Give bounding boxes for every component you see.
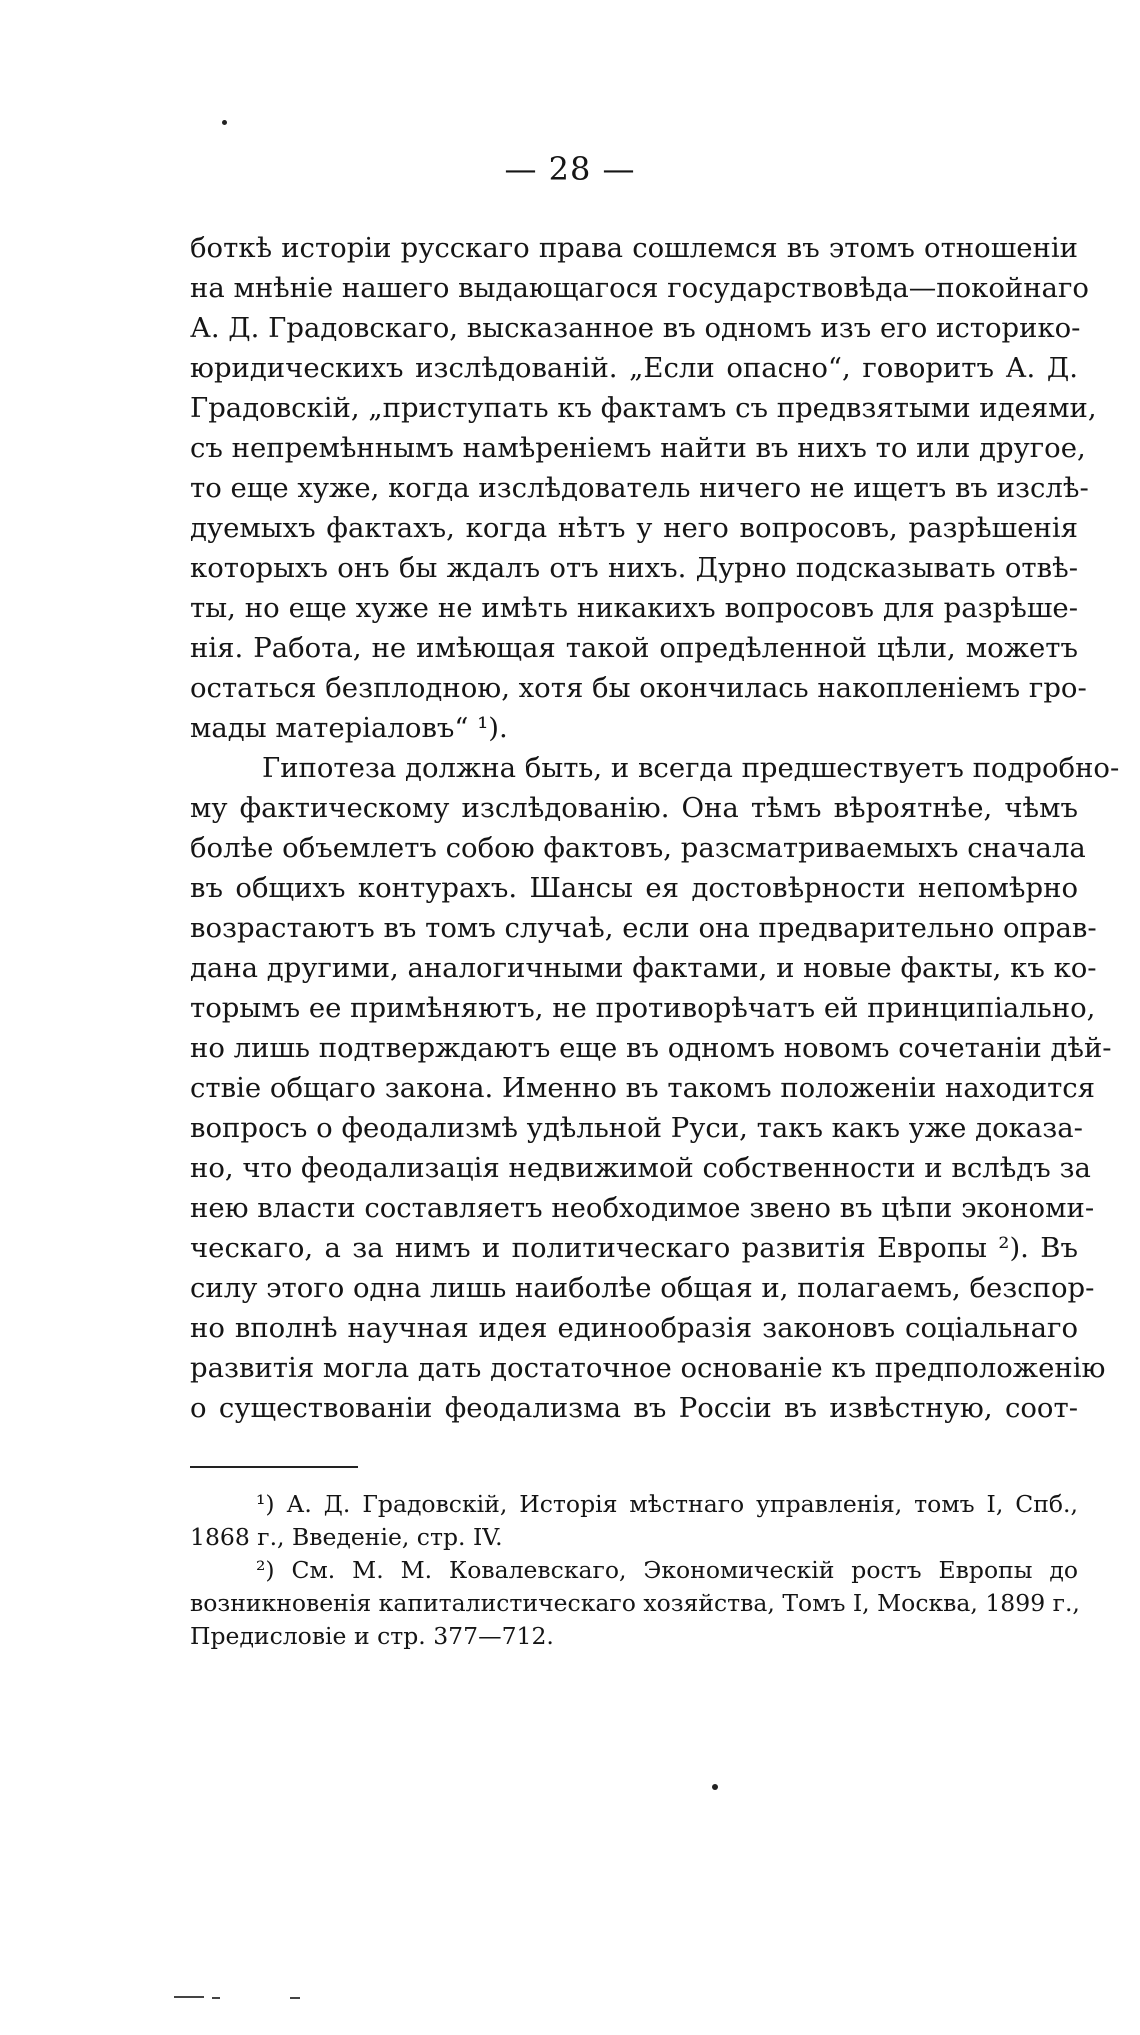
scan-mark-bottom-left	[174, 1996, 204, 1998]
text-line: на мнѣніе нашего выдающагося государствовѣда—покойнаго	[190, 272, 1089, 304]
text-line: ческаго, а за нимъ и политическаго развитія Европы ²). Въ	[190, 1232, 1078, 1264]
footnote-2-line: возникновенія капиталистическаго хозяйства, Томъ I, Москва, 1899 г.,	[190, 1589, 1080, 1617]
text-line: Градовскій, „приступать къ фактамъ съ предвзятыми идеями,	[190, 392, 1097, 424]
text-line: возрастаютъ въ томъ случаѣ, если она предварительно оправ-	[190, 912, 1097, 944]
text-line: которыхъ онъ бы ждалъ отъ нихъ. Дурно подсказывать отвѣ-	[190, 552, 1078, 584]
main-text	[190, 228, 1120, 1428]
footnotes	[190, 1488, 1078, 1653]
text-line: мады матеріаловъ“ ¹).	[190, 712, 508, 744]
text-line: ствіе общаго закона. Именно въ такомъ положеніи находится	[190, 1072, 1096, 1104]
text-line: боткѣ исторіи русскаго права сошлемся въ этомъ отношеніи	[190, 232, 1078, 264]
text-line: дана другими, аналогичными фактами, и новые факты, къ ко-	[190, 952, 1097, 984]
text-line: болѣе объемлетъ собою фактовъ, разсматриваемыхъ сначала	[190, 832, 1086, 864]
text-line: А. Д. Градовскаго, высказанное въ одномъ изъ его историко-	[190, 312, 1081, 344]
text-line: нія. Работа, не имѣющая такой опредѣленной цѣли, можетъ	[190, 632, 1078, 664]
scan-mark-bottom-left-3	[290, 1997, 300, 1999]
text-line: нею власти составляетъ необходимое звено въ цѣпи экономи-	[190, 1192, 1095, 1224]
text-line: но вполнѣ научная идея единообразія законовъ соціальнаго	[190, 1312, 1078, 1344]
footnote-1-line: 1868 г., Введеніе, стр. IV.	[190, 1523, 503, 1551]
text-line: съ непремѣннымъ намѣреніемъ найти въ нихъ то или другое,	[190, 432, 1086, 464]
text-line: остаться безплодною, хотя бы окончилась накопленіемъ гро-	[190, 672, 1087, 704]
footnote-1-line: ¹) А. Д. Градовскій, Исторія мѣстнаго управленія, томъ I, Спб.,	[256, 1490, 1078, 1518]
text-line: ты, но еще хуже не имѣть никакихъ вопросовъ для разрѣше-	[190, 592, 1078, 624]
text-line: то еще хуже, когда изслѣдователь ничего не ищетъ въ изслѣ-	[190, 472, 1089, 504]
page-number: — 28 —	[504, 150, 636, 188]
text-line: но, что феодализація недвижимой собственности и вслѣдъ за	[190, 1152, 1091, 1184]
text-line: силу этого одна лишь наиболѣе общая и, полагаемъ, безспор-	[190, 1272, 1095, 1304]
text-line-paragraph-start: Гипотеза должна быть, и всегда предшествуетъ подробно-	[262, 752, 1120, 784]
stray-dot-bottom	[712, 1784, 718, 1790]
text-line: юридическихъ изслѣдованій. „Если опасно“, говоритъ А. Д.	[190, 352, 1078, 384]
text-line: дуемыхъ фактахъ, когда нѣтъ у него вопросовъ, разрѣшенія	[190, 512, 1078, 544]
scan-mark-bottom-left-2	[212, 1997, 220, 1999]
text-line: вопросъ о феодализмѣ удѣльной Руси, такъ какъ уже доказа-	[190, 1112, 1083, 1144]
text-line: въ общихъ контурахъ. Шансы ея достовѣрности непомѣрно	[190, 872, 1078, 904]
text-line: му фактическому изслѣдованію. Она тѣмъ вѣроятнѣе, чѣмъ	[190, 792, 1078, 824]
text-line: о существованіи феодализма въ Россіи въ извѣстную, соот-	[190, 1392, 1078, 1424]
text-line: развитія могла дать достаточное основаніе къ предположенію	[190, 1352, 1106, 1384]
stray-dot-top	[222, 120, 227, 125]
text-line: но лишь подтверждаютъ еще въ одномъ новомъ сочетаніи дѣй-	[190, 1032, 1112, 1064]
text-line: торымъ ее примѣняютъ, не противорѣчатъ ей принципіально,	[190, 992, 1096, 1024]
footnote-divider	[190, 1466, 358, 1468]
footnote-2-line: Предисловіе и стр. 377—712.	[190, 1622, 554, 1650]
footnote-2-line: ²) См. М. М. Ковалевскаго, Экономическій ростъ Европы до	[256, 1556, 1078, 1584]
